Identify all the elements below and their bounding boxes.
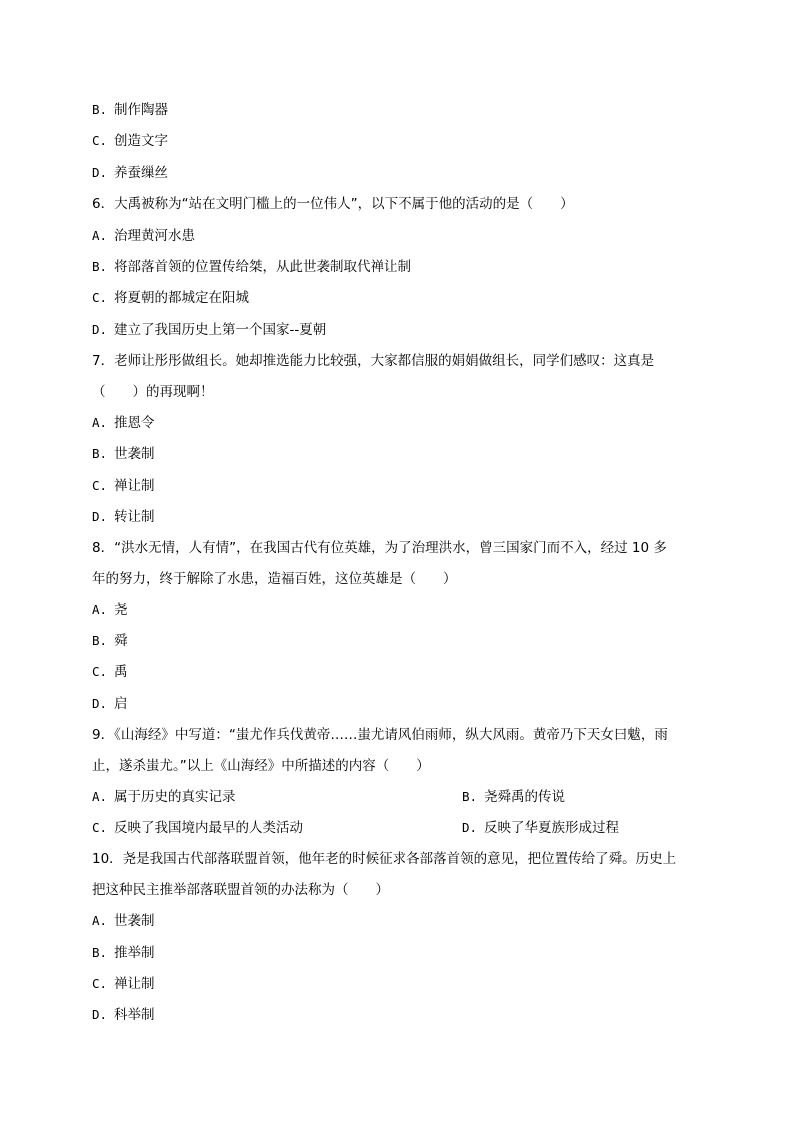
option-text: 将夏朝的都城定在阳城 — [114, 290, 249, 306]
option-label: D. — [92, 1007, 108, 1022]
option-label: D. — [92, 322, 108, 337]
q10-option-a — [92, 911, 155, 931]
q8-stem-line2: 年的努力，终于解除了水患，造福百姓，这位英雄是（ ） — [92, 571, 457, 587]
option-label: A. — [92, 415, 108, 430]
q7-option-d — [92, 507, 155, 527]
option-label: B. — [92, 633, 108, 648]
option-text: 世袭制 — [114, 913, 155, 929]
q9-stem-line1: 9．《山海经》中写道：“蚩尤作兵伐黄帝……蚩尤请风伯雨师，纵大风雨。黄帝乃下天女曰魃，雨 — [92, 727, 668, 743]
q10-stem-line1: 10．尧是我国古代部落联盟首领，他年老的时候征求各部落首领的意见，把位置传给了舜。历史上 — [92, 851, 677, 867]
q7-stem-line1: 7．老师让彤彤做组长。她却推选能力比较强，大家都信服的娟娟做组长，同学们感叹：这真是 — [92, 353, 655, 369]
option-text: 禅让制 — [114, 478, 155, 494]
q6-option-a — [92, 226, 195, 246]
q9-option-d — [462, 818, 619, 838]
q10-stem-line2: 把这种民主推举部落联盟首领的办法称为（ ） — [92, 882, 389, 898]
option-text: 推恩令 — [114, 415, 155, 431]
option-label: B. — [462, 789, 478, 804]
option-text: 禅让制 — [114, 976, 155, 992]
q9-option-a — [92, 789, 236, 805]
q7-stem-line2: （ ）的再现啊！ — [92, 384, 214, 400]
option-text: 反映了我国境内最早的人类活动 — [114, 820, 303, 836]
q7-option-a — [92, 413, 155, 433]
q9-stem-line2: 止，遂杀蚩尤。”以上《山海经》中所描述的内容（ ） — [92, 758, 430, 774]
q7-option-c — [92, 476, 155, 496]
option-text: 反映了华夏族形成过程 — [484, 820, 619, 836]
option-label: A. — [92, 913, 108, 928]
option-label: B. — [92, 259, 108, 274]
option-label: C. — [92, 820, 108, 835]
option-label: C. — [92, 290, 108, 305]
option-label: C. — [92, 478, 108, 493]
option-text: 禹 — [114, 664, 128, 680]
option-label: D. — [92, 696, 108, 711]
option-text: 尧 — [114, 602, 128, 618]
option-text: 建立了我国历史上第一个国家--夏朝 — [114, 322, 327, 338]
q8-option-b — [92, 631, 128, 651]
option-label: C. — [92, 133, 108, 148]
q10-option-b — [92, 943, 155, 963]
option-label: C. — [92, 664, 108, 679]
q8-stem-line1: 8．“洪水无情，人有情”，在我国古代有位英雄，为了治理洪水，曾三国家门而不入，经过 10 多 — [92, 540, 667, 556]
option-label: D. — [92, 165, 108, 180]
q6-stem: 6．大禹被称为“站在文明门槛上的一位伟人”，以下不属于他的活动的是（ ） — [92, 196, 574, 212]
q6-option-b — [92, 257, 411, 277]
q9-option-b — [462, 787, 565, 807]
q8-option-c — [92, 662, 128, 682]
q8-option-a — [92, 600, 128, 620]
option-text: 治理黄河水患 — [114, 228, 195, 244]
q6-option-d — [92, 320, 326, 340]
option-text: 舜 — [114, 633, 128, 649]
q5-option-d — [92, 163, 168, 183]
q7-option-b — [92, 444, 155, 464]
q9-option-c — [92, 820, 303, 836]
option-label: C. — [92, 976, 108, 991]
q10-option-d — [92, 1005, 155, 1025]
option-text: 属于历史的真实记录 — [114, 789, 236, 805]
option-label: A. — [92, 789, 108, 804]
q9-options-row2 — [92, 818, 619, 838]
q10-option-c — [92, 974, 155, 994]
option-text: 科举制 — [114, 1007, 155, 1023]
option-label: A. — [92, 602, 108, 617]
option-text: 尧舜禹的传说 — [484, 789, 565, 805]
option-text: 创造文字 — [114, 133, 168, 149]
option-text: 推举制 — [114, 945, 155, 961]
option-label: D. — [462, 820, 478, 835]
option-text: 制作陶器 — [114, 102, 168, 118]
option-text: 养蚕缫丝 — [114, 165, 168, 181]
option-label: B. — [92, 446, 108, 461]
q9-options-row1 — [92, 787, 565, 807]
option-label: D. — [92, 509, 108, 524]
q5-option-c — [92, 131, 168, 151]
q5-option-b — [92, 100, 168, 120]
option-label: B. — [92, 945, 108, 960]
q6-option-c — [92, 288, 249, 308]
option-label: B. — [92, 102, 108, 117]
option-text: 世袭制 — [114, 446, 155, 462]
q8-option-d — [92, 694, 128, 714]
option-text: 转让制 — [114, 509, 155, 525]
option-text: 启 — [114, 696, 128, 712]
option-text: 将部落首领的位置传给桀，从此世袭制取代禅让制 — [114, 259, 411, 275]
option-label: A. — [92, 228, 108, 243]
